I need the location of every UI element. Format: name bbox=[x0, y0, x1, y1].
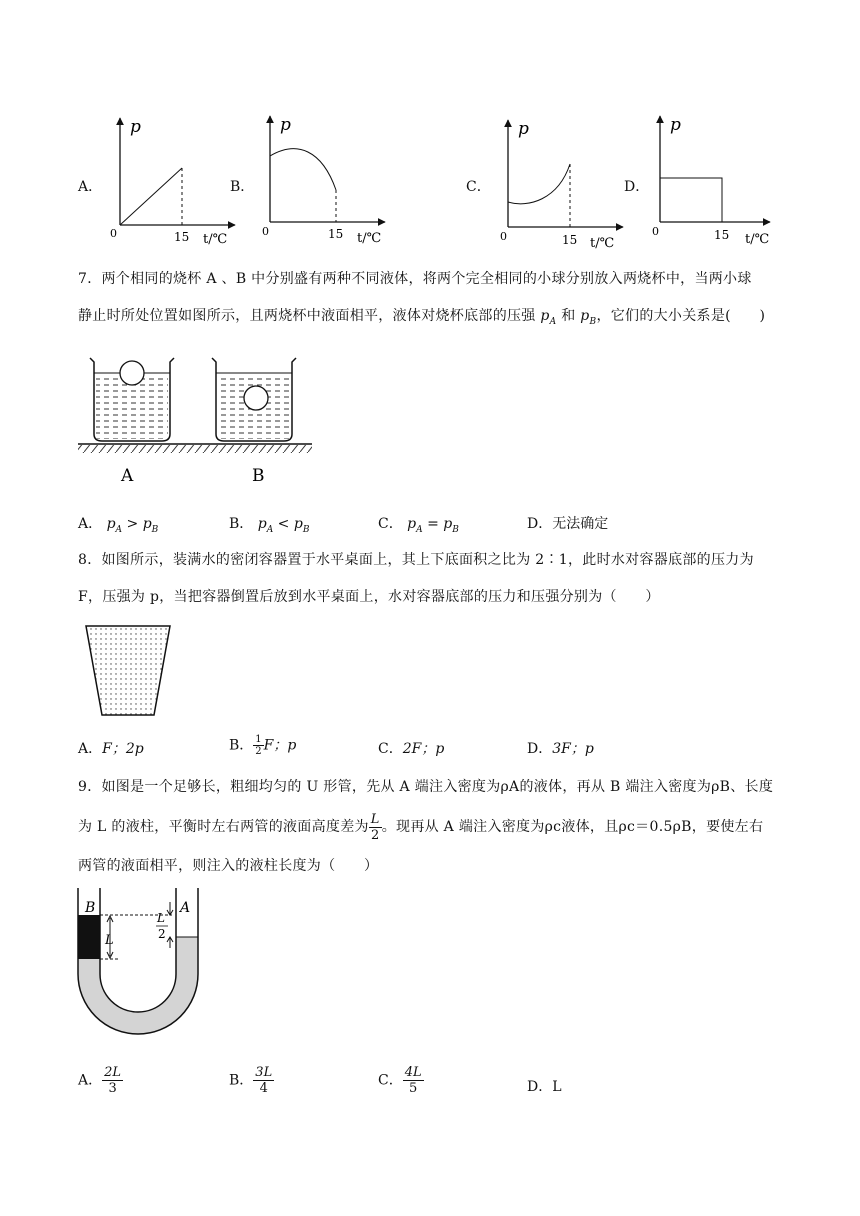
q9-fig-half-num: L bbox=[157, 911, 165, 925]
q6-c-curve bbox=[508, 164, 570, 204]
q7-stem bbox=[78, 261, 798, 341]
q6-option-d-letter: D． bbox=[624, 179, 650, 195]
q6-d-origin: 0 bbox=[652, 225, 659, 238]
q6-graph-a bbox=[100, 110, 240, 250]
q6-b-origin: 0 bbox=[262, 225, 269, 238]
q9-fig-label-a: A bbox=[180, 900, 191, 916]
beaker-b bbox=[212, 358, 296, 441]
q9-fig-label-l: L bbox=[105, 933, 114, 948]
q6-a-curve bbox=[120, 168, 182, 225]
q6-d-ylabel: p bbox=[670, 115, 681, 135]
q9-option-c[interactable]: C． $\frac{4L}{5}$ bbox=[378, 1065, 422, 1096]
q6-a-xtick: 15 bbox=[174, 230, 190, 244]
q6-c-xtick: 15 bbox=[562, 233, 578, 247]
q8-option-b[interactable]: B． $\frac{1}{2}$ F；p bbox=[229, 734, 297, 757]
q7-line2: 静止时所处位置如图所示，且两烧杯中液面相平，液体对烧杯底部的压强 $p_A$ 和 $p_B$，它们的大小关系是( ) bbox=[78, 308, 766, 327]
q8-option-c[interactable]: C．2F；p bbox=[378, 741, 445, 757]
q8-figure-container bbox=[84, 622, 174, 720]
q7-figure-beakers bbox=[76, 352, 316, 492]
ball-a bbox=[120, 361, 144, 385]
q6-c-origin: 0 bbox=[500, 230, 507, 243]
q6-option-a-letter: A． bbox=[78, 179, 103, 195]
beaker-a-label: A bbox=[121, 466, 134, 486]
q8-line2: F，压强为 p，当把容器倒置后放到水平桌面上，水对容器底部的压力和压强分别为（ ） bbox=[78, 589, 660, 605]
q6-graph-d bbox=[640, 110, 780, 250]
q6-b-xtick: 15 bbox=[328, 227, 344, 241]
q9-line1: 9．如图是一个足够长，粗细均匀的 U 形管，先从 A 端注入密度为ρA的液体，再从 B 端注入密度为ρB、长度 bbox=[78, 779, 774, 795]
q9-line3: 两管的液面相平，则注入的液柱长度为（ ） bbox=[78, 858, 379, 874]
q6-d-curve bbox=[660, 178, 722, 222]
q6-b-xlabel: t/℃ bbox=[357, 231, 382, 246]
q6-c-xlabel: t/℃ bbox=[590, 236, 615, 251]
q7-option-d[interactable]: D．无法确定 bbox=[527, 516, 609, 532]
q6-graph-c bbox=[488, 112, 628, 252]
q6-option-c-letter: C． bbox=[466, 179, 491, 195]
q6-a-xlabel: t/℃ bbox=[203, 232, 228, 247]
q8-stem bbox=[78, 542, 798, 616]
q7-option-b[interactable]: B． $p_A < p_B$ bbox=[229, 516, 310, 535]
q6-a-origin: 0 bbox=[110, 227, 117, 240]
q6-a-ylabel: p bbox=[130, 117, 141, 137]
beaker-a bbox=[90, 358, 174, 441]
beaker-b-label: B bbox=[252, 466, 265, 486]
q8-option-d[interactable]: D．3F；p bbox=[527, 741, 594, 757]
q7-option-a[interactable]: A． $p_A > p_B$ bbox=[78, 516, 159, 535]
q9-figure-u-tube bbox=[72, 884, 212, 1044]
q7-option-c[interactable]: C． $p_A = p_B$ bbox=[378, 516, 459, 535]
q9-stem bbox=[78, 769, 798, 885]
q6-graph-b bbox=[252, 110, 392, 250]
q6-option-b-letter: B． bbox=[230, 179, 255, 195]
q9-fig-half-den: 2 bbox=[158, 927, 166, 941]
q6-d-xtick: 15 bbox=[714, 228, 730, 242]
q6-d-xlabel: t/℃ bbox=[745, 232, 770, 247]
q8-line1: 8．如图所示，装满水的密闭容器置于水平桌面上，其上下底面积之比为 2∶1，此时水对容器底部的压力为 bbox=[78, 552, 754, 568]
q6-b-curve bbox=[270, 149, 336, 190]
q6-b-ylabel: p bbox=[280, 115, 291, 135]
ball-b bbox=[244, 386, 268, 410]
q6-c-ylabel: p bbox=[518, 119, 529, 139]
q9-line2: 为 L 的液柱，平衡时左右两管的液面高度差为 $\frac{L}{2}$ 。现再从 A 端注入密度为ρc液体，且ρc＝0.5ρB，要使左右 bbox=[78, 811, 764, 843]
q9-option-b[interactable]: B． $\frac{3L}{4}$ bbox=[229, 1065, 273, 1096]
q9-option-d[interactable]: D．L bbox=[527, 1079, 562, 1095]
q9-option-a[interactable]: A． $\frac{2L}{3}$ bbox=[78, 1065, 122, 1096]
q8-option-a[interactable]: A．F；2p bbox=[78, 741, 144, 757]
q9-fig-label-b: B bbox=[85, 900, 96, 916]
q7-line1: 7．两个相同的烧杯 A 、B 中分别盛有两种不同液体，将两个完全相同的小球分别放入两烧杯中，当两小球 bbox=[78, 271, 752, 287]
